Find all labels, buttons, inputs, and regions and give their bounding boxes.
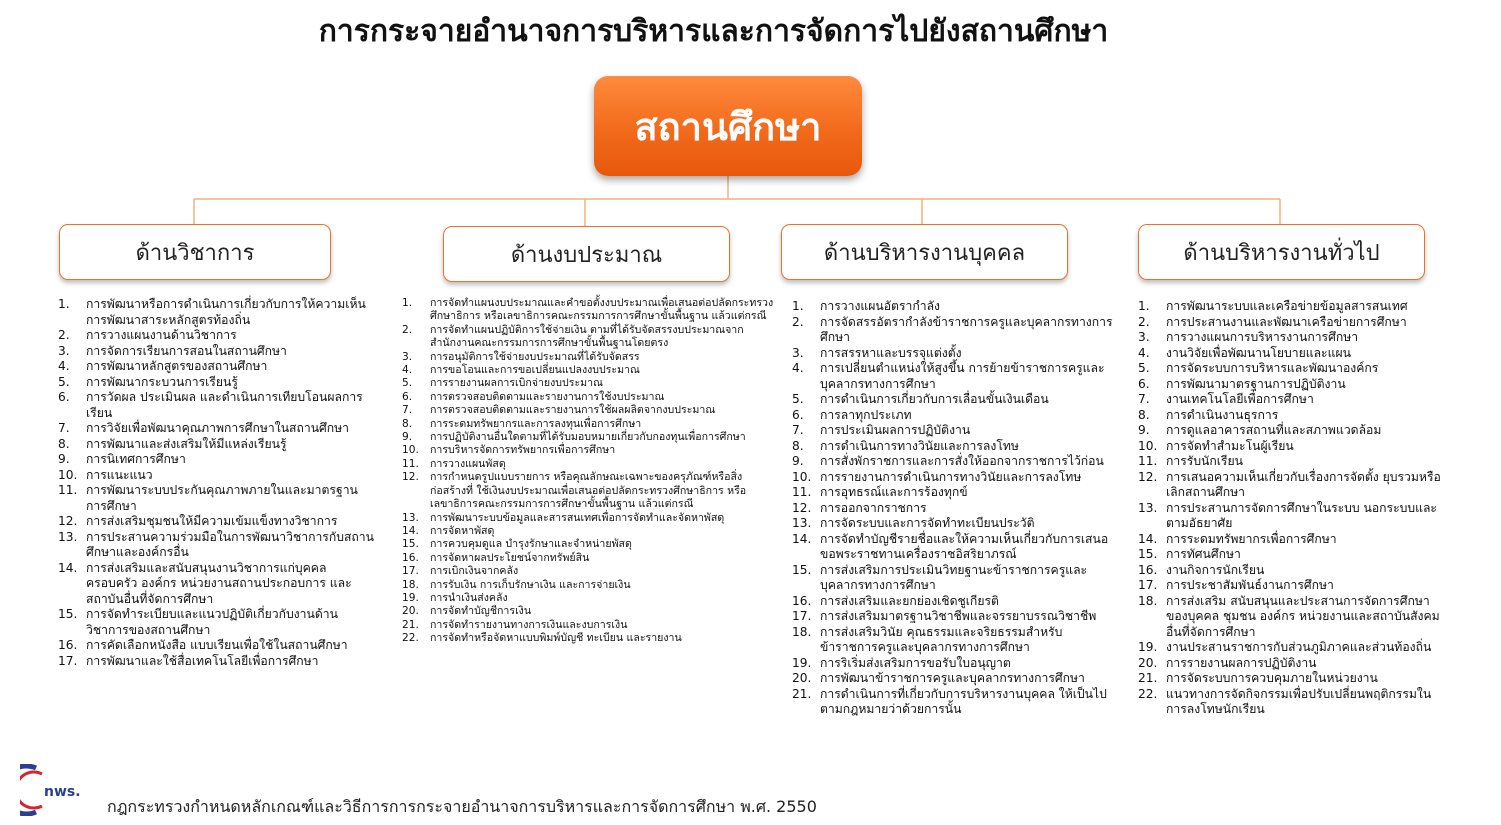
item-text: การสรรหาและบรรจุแต่งตั้ง xyxy=(820,345,962,360)
item-number: 12. xyxy=(402,471,419,484)
item-number: 4. xyxy=(402,364,413,377)
item-text: การพัฒนาข้าราชการครูและบุคลากรทางการศึกษา xyxy=(820,671,1085,685)
item-number: 18. xyxy=(1138,593,1158,608)
list-item xyxy=(58,452,378,468)
item-text: การวัดผล ประเมินผล และดำเนินการเทียบโอนผลการเรียน xyxy=(86,390,363,420)
list-item xyxy=(58,344,378,360)
list-item xyxy=(58,483,378,514)
item-text: การพัฒนาและใช้สื่อเทคโนโลยีเพื่อการศึกษา xyxy=(86,653,319,668)
item-number: 16. xyxy=(792,593,812,608)
item-number: 4. xyxy=(58,359,70,373)
item-number: 15. xyxy=(58,607,78,621)
item-number: 12. xyxy=(58,514,78,528)
list-item xyxy=(792,532,1114,563)
list-item xyxy=(792,501,1114,517)
item-text: การเปลี่ยนตำแหน่งให้สูงขึ้น การย้ายข้าราชการครูและบุคลากรทางการศึกษา xyxy=(820,361,1105,391)
item-text: การตรวจสอบติดตามและรายงานการใช้งบประมาณ xyxy=(430,390,665,403)
personnel-item-list xyxy=(792,299,1114,718)
item-number: 9. xyxy=(792,454,804,468)
category-label: ด้านบริหารงานบุคคล xyxy=(823,240,1026,266)
item-number: 5. xyxy=(402,377,413,390)
item-text: การวางแผนการบริหารงานการศึกษา xyxy=(1166,330,1359,344)
item-number: 6. xyxy=(58,390,70,404)
list-item xyxy=(58,514,378,530)
list-item xyxy=(792,470,1114,486)
list-item xyxy=(1138,470,1442,501)
item-number: 17. xyxy=(792,609,812,623)
list-item xyxy=(402,418,774,431)
list-item xyxy=(792,454,1114,470)
list-item xyxy=(1138,377,1442,393)
item-number: 11. xyxy=(58,483,78,497)
category-budget xyxy=(443,226,730,282)
item-number: 1. xyxy=(58,297,70,311)
item-text: งานเทคโนโลยีเพื่อการศึกษา xyxy=(1166,392,1314,406)
item-number: 8. xyxy=(792,438,804,453)
item-number: 20. xyxy=(792,671,812,685)
item-number: 16. xyxy=(1138,562,1158,577)
item-number: 20. xyxy=(402,605,419,618)
item-number: 15. xyxy=(792,562,812,577)
item-number: 1. xyxy=(1138,299,1150,313)
item-text: การบริหารจัดการทรัพยากรเพื่อการศึกษา xyxy=(430,444,616,457)
list-item xyxy=(58,607,378,638)
list-item xyxy=(1138,532,1442,548)
item-number: 8. xyxy=(402,417,413,430)
item-text: การกำหนดรูปแบบรายการ หรือคุณลักษณะเฉพาะของครุภัณฑ์หรือสิ่งก่อสร้างที่ ใช้เงินงบประมาณเพื่อเสนอต่อปลัดกระทรวงศึกษาธิการ หรือเลขาธิการคณะกรรมการการศึกษาขั้นพื้นฐาน แล้วแต่กรณี xyxy=(430,471,747,511)
list-item xyxy=(402,458,774,471)
item-number: 10. xyxy=(1138,438,1158,453)
item-text: งานประสานราชการกับส่วนภูมิภาคและส่วนท้องถิ่น xyxy=(1166,640,1432,654)
item-text: การส่งเสริมและสนับสนุนงานวิชาการแก่บุคคล ครอบครัว องค์กร หน่วยงานสถานประกอบการ และสถาบันอื่นที่จัดการศึกษา xyxy=(86,560,352,606)
list-item xyxy=(792,346,1114,362)
item-number: 9. xyxy=(402,431,413,444)
item-number: 11. xyxy=(1138,454,1158,468)
root-node-label: สถานศึกษา xyxy=(634,104,822,149)
footer-source: กฎกระทรวงกำหนดหลักเกณฑ์และวิธีการการกระจายอำนาจการบริหารและการจัดการศึกษา พ.ศ. 2550 xyxy=(107,797,817,816)
list-item xyxy=(58,297,378,328)
item-number: 12. xyxy=(1138,469,1158,484)
list-item xyxy=(1138,640,1442,656)
list-item xyxy=(402,552,774,565)
list-item xyxy=(1138,563,1442,579)
item-text: การระดมทรัพยากรเพื่อการศึกษา xyxy=(1166,531,1337,546)
item-number: 4. xyxy=(1138,345,1150,360)
list-item xyxy=(58,530,378,561)
item-text: การจัดทำสำมะโนผู้เรียน xyxy=(1166,438,1294,453)
item-text: การจัดการเรียนการสอนในสถานศึกษา xyxy=(86,343,287,358)
item-number: 8. xyxy=(58,436,70,451)
item-number: 19. xyxy=(792,655,812,670)
item-text: การพัฒนาระบบข้อมูลและสารสนเทศเพื่อการจัดทำและจัดหาพัสดุ xyxy=(430,511,725,524)
item-text: การควบคุมดูแล บำรุงรักษาและจำหน่ายพัสดุ xyxy=(430,538,632,551)
list-item xyxy=(402,525,774,538)
item-text: การจัดสรรอัตรากำลังข้าราชการครูและบุคลากรทางการศึกษา xyxy=(820,314,1113,344)
list-item xyxy=(402,565,774,578)
item-text: การพัฒนาและส่งเสริมให้มีแหล่งเรียนรู้ xyxy=(86,436,287,451)
item-text: การดำเนินการเกี่ยวกับการเลื่อนขั้นเงินเดือน xyxy=(820,392,1049,406)
item-text: การประสานการจัดการศึกษาในระบบ นอกระบบและตามอัธยาศัย xyxy=(1166,500,1437,530)
item-text: การรายงานผลการเบิกจ่ายงบประมาณ xyxy=(430,377,603,390)
list-item xyxy=(402,404,774,417)
list-item xyxy=(1138,656,1442,672)
item-text: การวางแผนอัตรากำลัง xyxy=(820,299,941,313)
item-text: การส่งเสริมและยกย่องเชิดชูเกียรติ xyxy=(820,593,999,608)
list-item xyxy=(58,468,378,484)
item-text: แนวทางการจัดกิจกรรมเพื่อปรับเปลี่ยนพฤติกรรมในการลงโทษนักเรียน xyxy=(1166,686,1432,716)
item-text: การส่งเสริม สนับสนุนและประสานการจัดการศึกษาของบุคคล ชุมชน องค์กร หน่วยงานและสถาบันสังคมอื่นที่จัดการศึกษา xyxy=(1166,593,1440,639)
item-number: 3. xyxy=(58,343,70,358)
item-text: การดำเนินการทางวินัยและการลงโทษ xyxy=(820,438,1019,453)
list-item xyxy=(1138,578,1442,594)
item-text: การจัดทำบัญชีรายชื่อและให้ความเห็นเกี่ยวกับการเสนอขอพระราชทานเครื่องราชอิสริยาภรณ์ xyxy=(820,531,1109,561)
item-text: การตรวจสอบติดตามและรายงานการใช้ผลผลิตจากงบประมาณ xyxy=(430,404,716,417)
list-item xyxy=(1138,361,1442,377)
item-number: 1. xyxy=(402,297,413,309)
list-item xyxy=(792,594,1114,610)
item-number: 11. xyxy=(792,485,812,499)
item-number: 13. xyxy=(58,529,78,544)
list-item xyxy=(792,687,1114,718)
list-item xyxy=(792,423,1114,439)
list-item xyxy=(792,485,1114,501)
item-text: การส่งเสริมการประเมินวิทยฐานะข้าราชการครูและบุคลากรทางการศึกษา xyxy=(820,562,1088,592)
item-text: การวิจัยเพื่อพัฒนาคุณภาพการศึกษาในสถานศึกษา xyxy=(86,421,350,435)
item-number: 18. xyxy=(402,578,419,591)
item-number: 10. xyxy=(792,469,812,484)
page-title: การกระจายอำนาจการบริหารและการจัดการไปยังสถานศึกษา xyxy=(318,14,1109,49)
list-item xyxy=(1138,454,1442,470)
category-general-admin xyxy=(1138,224,1425,280)
item-text: การดูแลอาคารสถานที่และสภาพแวดล้อม xyxy=(1166,423,1382,437)
item-number: 9. xyxy=(58,452,70,466)
item-number: 17. xyxy=(58,653,78,668)
item-number: 2. xyxy=(792,314,804,329)
list-item xyxy=(402,538,774,551)
item-number: 14. xyxy=(792,531,812,546)
list-item xyxy=(1138,346,1442,362)
item-text: การจัดทำแผนปฏิบัติการใช้จ่ายเงิน ตามที่ได้รับจัดสรรงบประมาณจากสำนักงานคณะกรรมการการศึกษาขั้นพื้นฐานโดยตรง xyxy=(430,323,744,350)
category-label: ด้านบริหารงานทั่วไป xyxy=(1183,240,1380,266)
organization-logo xyxy=(20,764,96,816)
item-number: 2. xyxy=(402,323,413,336)
item-number: 19. xyxy=(1138,640,1158,654)
item-text: การนิเทศการศึกษา xyxy=(86,452,186,466)
item-number: 21. xyxy=(792,686,812,701)
item-number: 22. xyxy=(1138,686,1158,701)
item-text: การจัดทำแผนงบประมาณและคำขอตั้งงบประมาณเพื่อเสนอต่อปลัดกระทรวงศึกษาธิการ หรือเลขาธิการคณะกรรมการการศึกษาขั้นพื้นฐาน แล้วแต่กรณี xyxy=(430,297,774,323)
item-number: 13. xyxy=(792,516,812,530)
item-text: การพัฒนาหรือการดำเนินการเกี่ยวกับการให้ความเห็นการพัฒนาสาระหลักสูตรท้องถิ่น xyxy=(86,297,366,327)
item-number: 7. xyxy=(1138,392,1150,406)
item-text: การพัฒนากระบวนการเรียนรู้ xyxy=(86,374,238,389)
list-item xyxy=(402,351,774,364)
item-number: 11. xyxy=(402,457,419,470)
item-text: การประสานความร่วมมือในการพัฒนาวิชาการกับสถานศึกษาและองค์กรอื่น xyxy=(86,529,374,559)
list-item xyxy=(1138,423,1442,439)
item-text: การนำเงินส่งคลัง xyxy=(430,591,508,604)
item-number: 6. xyxy=(792,407,804,422)
list-item xyxy=(792,671,1114,687)
item-text: การพัฒนาหลักสูตรของสถานศึกษา xyxy=(86,359,268,373)
item-text: การทัศนศึกษา xyxy=(1166,547,1241,561)
item-text: การเบิกเงินจากคลัง xyxy=(430,565,519,578)
list-item xyxy=(402,391,774,404)
item-text: การขอโอนและการขอเปลี่ยนแปลงงบประมาณ xyxy=(430,364,640,377)
item-text: การส่งเสริมมาตรฐานวิชาชีพและจรรยาบรรณวิชาชีพ xyxy=(820,609,1097,623)
item-text: การเสนอความเห็นเกี่ยวกับเรื่องการจัดตั้ง ยุบรวมหรือเลิกสถานศึกษา xyxy=(1166,469,1441,499)
list-item xyxy=(402,579,774,592)
item-text: การจัดทำบัญชีการเงิน xyxy=(430,605,532,618)
item-text: การอุทธรณ์และการร้องทุกข์ xyxy=(820,485,968,499)
list-item xyxy=(58,421,378,437)
list-item xyxy=(402,444,774,457)
list-item xyxy=(58,654,378,670)
list-item xyxy=(792,563,1114,594)
list-item xyxy=(792,315,1114,346)
item-number: 5. xyxy=(58,374,70,389)
item-text: การจัดระบบการควบคุมภายในหน่วยงาน xyxy=(1166,671,1378,685)
list-item xyxy=(58,390,378,421)
list-item xyxy=(58,437,378,453)
item-number: 7. xyxy=(792,423,804,437)
item-text: การริเริ่มส่งเสริมการขอรับใบอนุญาต xyxy=(820,655,1011,670)
list-item xyxy=(402,297,774,324)
item-number: 8. xyxy=(1138,407,1150,422)
item-number: 21. xyxy=(402,618,419,631)
list-item xyxy=(1138,594,1442,641)
item-text: การปฏิบัติงานอื่นใดตามที่ได้รับมอบหมายเกี่ยวกับกองทุนเพื่อการศึกษา xyxy=(430,431,746,444)
list-item xyxy=(1138,547,1442,563)
item-text: การรับนักเรียน xyxy=(1166,454,1243,468)
item-number: 14. xyxy=(58,560,78,575)
item-text: การดำเนินการที่เกี่ยวกับการบริหารงานบุคคล ให้เป็นไปตามกฎหมายว่าด้วยการนั้น xyxy=(820,686,1107,716)
item-number: 4. xyxy=(792,361,804,375)
item-text: งานกิจการนักเรียน xyxy=(1166,562,1265,577)
item-number: 3. xyxy=(402,350,413,363)
academic-item-list xyxy=(58,297,378,669)
item-number: 5. xyxy=(792,392,804,406)
item-number: 15. xyxy=(402,538,419,551)
list-item xyxy=(1138,687,1442,718)
item-number: 13. xyxy=(1138,500,1158,515)
item-number: 10. xyxy=(402,444,419,457)
list-item xyxy=(402,592,774,605)
item-text: งานวิจัยเพื่อพัฒนานโยบายและแผน xyxy=(1166,345,1351,360)
item-number: 19. xyxy=(402,591,419,604)
list-item xyxy=(792,361,1114,392)
list-item xyxy=(402,377,774,390)
item-text: การจัดระบบการบริหารและพัฒนาองค์กร xyxy=(1166,361,1379,375)
list-item xyxy=(792,516,1114,532)
item-number: 21. xyxy=(1138,671,1158,685)
item-text: การออกจากราชการ xyxy=(820,500,927,515)
item-number: 7. xyxy=(402,404,413,417)
list-item xyxy=(58,359,378,375)
item-number: 12. xyxy=(792,500,812,515)
item-text: การวางแผนงานด้านวิชาการ xyxy=(86,328,237,342)
list-item xyxy=(402,605,774,618)
list-item xyxy=(1138,671,1442,687)
list-item xyxy=(1138,330,1442,346)
item-number: 14. xyxy=(1138,531,1158,546)
item-text: การแนะแนว xyxy=(86,467,153,482)
item-text: การดำเนินงานธุรการ xyxy=(1166,407,1279,422)
list-item xyxy=(792,392,1114,408)
category-personnel xyxy=(781,224,1068,280)
item-number: 3. xyxy=(1138,330,1150,344)
item-text: การประชาสัมพันธ์งานการศึกษา xyxy=(1166,578,1334,592)
item-text: การจัดทำรายงานทางการเงินและงบการเงิน xyxy=(430,618,628,631)
item-number: 20. xyxy=(1138,655,1158,670)
item-number: 15. xyxy=(1138,547,1158,561)
list-item xyxy=(792,408,1114,424)
list-item xyxy=(1138,299,1442,315)
list-item xyxy=(402,471,774,511)
item-text: การจัดทำหรือจัดหาแบบพิมพ์บัญชี ทะเบียน และรายงาน xyxy=(430,632,682,645)
item-number: 6. xyxy=(1138,376,1150,391)
item-text: การส่งเสริมวินัย คุณธรรมและจริยธรรมสำหรับข้าราชการครูและบุคลากรทางการศึกษา xyxy=(820,624,1063,654)
list-item xyxy=(402,632,774,645)
item-text: การส่งเสริมชุมชนให้มีความเข้มแข็งทางวิชาการ xyxy=(86,514,338,528)
list-item xyxy=(792,656,1114,672)
list-item xyxy=(58,638,378,654)
list-item xyxy=(792,609,1114,625)
item-number: 22. xyxy=(402,632,419,645)
item-number: 17. xyxy=(402,565,419,578)
item-number: 16. xyxy=(58,638,78,652)
item-number: 9. xyxy=(1138,423,1150,437)
item-text: การประสานงานและพัฒนาเครือข่ายการศึกษา xyxy=(1166,314,1407,329)
list-item xyxy=(792,299,1114,315)
item-text: การจัดหาผลประโยชน์จากทรัพย์สิน xyxy=(430,551,590,564)
svg-text:nws.: nws. xyxy=(44,784,81,800)
list-item xyxy=(1138,408,1442,424)
list-item xyxy=(58,561,378,608)
item-number: 10. xyxy=(58,467,78,482)
list-item xyxy=(402,512,774,525)
category-academic xyxy=(59,224,331,280)
item-text: การจัดหาพัสดุ xyxy=(430,524,495,537)
item-text: การระดมทรัพยากรและการลงทุนเพื่อการศึกษา xyxy=(430,417,642,430)
item-text: การรับเงิน การเก็บรักษาเงิน และการจ่ายเงิน xyxy=(430,578,631,591)
item-text: การคัดเลือกหนังสือ แบบเรียนเพื่อใช้ในสถานศึกษา xyxy=(86,638,348,652)
list-item xyxy=(402,324,774,351)
item-number: 16. xyxy=(402,551,419,564)
item-number: 2. xyxy=(1138,314,1150,329)
item-number: 17. xyxy=(1138,578,1158,592)
item-text: การพัฒนาระบบประกันคุณภาพภายในและมาตรฐานการศึกษา xyxy=(86,483,358,513)
category-label: ด้านวิชาการ xyxy=(135,240,255,266)
item-number: 1. xyxy=(792,299,804,313)
list-item xyxy=(58,328,378,344)
item-number: 18. xyxy=(792,624,812,639)
general-admin-item-list xyxy=(1138,299,1442,718)
list-item xyxy=(792,439,1114,455)
list-item xyxy=(792,625,1114,656)
item-number: 13. xyxy=(402,511,419,524)
item-number: 5. xyxy=(1138,361,1150,375)
item-number: 6. xyxy=(402,390,413,403)
list-item xyxy=(58,375,378,391)
item-text: การวางแผนพัสดุ xyxy=(430,457,506,470)
list-item xyxy=(1138,439,1442,455)
root-node-school xyxy=(594,76,862,176)
item-number: 3. xyxy=(792,345,804,360)
item-text: การรายงานการดำเนินการทางวินัยและการลงโทษ xyxy=(820,469,1082,484)
item-text: การประเมินผลการปฏิบัติงาน xyxy=(820,423,971,437)
item-text: การพัฒนามาตรฐานการปฏิบัติงาน xyxy=(1166,376,1346,391)
item-text: การอนุมัติการใช้จ่ายงบประมาณที่ได้รับจัดสรร xyxy=(430,350,640,363)
list-item xyxy=(402,619,774,632)
category-label: ด้านงบประมาณ xyxy=(510,242,663,268)
list-item xyxy=(1138,392,1442,408)
list-item xyxy=(402,364,774,377)
item-text: การรายงานผลการปฏิบัติงาน xyxy=(1166,655,1317,670)
item-number: 2. xyxy=(58,328,70,342)
item-text: การจัดระบบและการจัดทำทะเบียนประวัติ xyxy=(820,516,1035,530)
list-item xyxy=(1138,501,1442,532)
list-item xyxy=(1138,315,1442,331)
item-number: 7. xyxy=(58,421,70,435)
budget-item-list xyxy=(402,297,774,646)
item-text: การจัดทำระเบียบและแนวปฏิบัติเกี่ยวกับงานด้านวิชาการของสถานศึกษา xyxy=(86,607,338,637)
item-text: การสั่งพักราชการและการสั่งให้ออกจากราชการไว้ก่อน xyxy=(820,454,1104,468)
item-text: การพัฒนาระบบและเครือข่ายข้อมูลสารสนเทศ xyxy=(1166,299,1408,313)
list-item xyxy=(402,431,774,444)
item-text: การลาทุกประเภท xyxy=(820,407,912,422)
item-number: 14. xyxy=(402,524,419,537)
